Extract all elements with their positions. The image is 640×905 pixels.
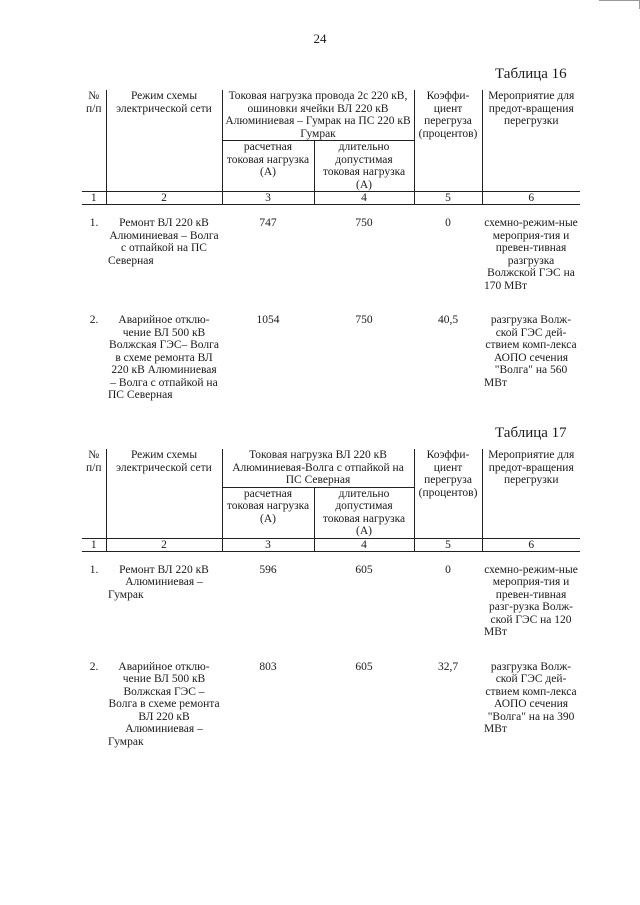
row-num: 2. [89, 314, 99, 326]
row-action: разгрузка Волж-ской ГЭС дей-ствием комп-лекса АОПО сечения "Волга" на 560 МВт [484, 314, 577, 389]
row-calc: 803 [259, 660, 277, 673]
row-coef: 32,7 [437, 660, 459, 673]
col-num-6: 6 [482, 192, 580, 205]
row-mode: Ремонт ВЛ 220 кВ Алюминиевая – Волга с отпайкой на ПС Северная [108, 217, 219, 267]
col-num-3: 3 [222, 192, 314, 205]
row-num: 1. [89, 563, 99, 576]
row-action: разгрузка Волж-ской ГЭС дей-ствием комп-лекса АОПО сечения "Волга" на на 390 МВт [484, 660, 577, 735]
table-16-column-numbers [82, 192, 580, 205]
header-action: Мероприятие для предот-вращения перегрузки [482, 90, 580, 192]
row-calc: 747 [259, 217, 277, 229]
col-num-2: 2 [106, 538, 222, 551]
header-allowed: длительно допустимая токовая нагрузка (А) [314, 141, 414, 192]
col-num-4: 4 [314, 538, 414, 551]
row-mode: Аварийное отклю-чение ВЛ 500 кВ Волжская ГЭС – Волга в схеме ремонта ВЛ 220 кВ Алюминиевая – Гумрак [108, 660, 220, 748]
header-mode: Режим схемы электрической сети [106, 90, 222, 192]
row-allowed: 750 [355, 217, 373, 229]
header-calc: расчетная токовая нагрузка (А) [222, 141, 314, 192]
header-load: Токовая нагрузка провода 2с 220 кВ, ошиновки ячейки ВЛ 220 кВ Алюминиевая – Гумрак на ПС 220 кВ Гумрак [222, 90, 414, 141]
header-num: № п/п [82, 449, 106, 538]
row-coef: 0 [445, 217, 451, 229]
col-num-1: 1 [82, 538, 106, 551]
row-action: схемно-режим-ные мероприя-тия и превен-тивная разгрузка Волжской ГЭС на 170 МВт [484, 217, 578, 292]
table-17-caption: Таблица 17 [495, 425, 567, 441]
table-row [82, 314, 580, 402]
row-coef: 40,5 [437, 314, 459, 326]
col-num-3: 3 [222, 538, 314, 551]
table-16-header-row [82, 90, 580, 141]
col-num-2: 2 [106, 192, 222, 205]
row-num: 1. [89, 217, 99, 229]
table-16-caption: Таблица 16 [495, 66, 567, 82]
row-mode: Аварийное отклю-чение ВЛ 500 кВ Волжская ГЭС– Волга в схеме ремонта ВЛ 220 кВ Алюминиевая – Волга с отпайкой на ПС Северная [108, 314, 219, 401]
header-action: Мероприятие для предот-вращения перегрузки [482, 449, 580, 538]
header-num: № п/п [82, 90, 106, 192]
header-allowed: длительно допустимая токовая нагрузка (А) [314, 487, 414, 538]
table-17-column-numbers [82, 538, 580, 551]
header-calc: расчетная токовая нагрузка (А) [222, 487, 314, 538]
col-num-1: 1 [82, 192, 106, 205]
table-row [82, 661, 580, 749]
table-17 [82, 449, 580, 748]
col-num-5: 5 [414, 538, 482, 551]
row-coef: 0 [445, 563, 451, 576]
row-calc: 596 [259, 563, 277, 576]
col-num-6: 6 [482, 538, 580, 551]
row-calc: 1054 [256, 314, 280, 326]
row-allowed: 605 [355, 660, 373, 673]
row-action: схемно-режим-ные мероприя-тия и превен-тивная разг-рузка Волж-ской ГЭС на 120 МВт [484, 563, 578, 638]
table-17-header-row [82, 449, 580, 487]
header-mode: Режим схемы электрической сети [106, 449, 222, 538]
row-allowed: 605 [355, 563, 373, 576]
table-16 [82, 90, 580, 402]
row-num: 2. [89, 660, 99, 673]
table-row [82, 217, 580, 292]
page-corner-mark [599, 0, 640, 9]
row-mode: Ремонт ВЛ 220 кВ Алюминиевая – Гумрак [108, 563, 209, 601]
page-number: 24 [313, 31, 327, 46]
header-coef: Коэффи-циент перегруза (процентов) [414, 449, 482, 538]
header-load: Токовая нагрузка ВЛ 220 кВ Алюминиевая-Волга с отпайкой на ПС Северная [222, 449, 414, 487]
col-num-4: 4 [314, 192, 414, 205]
col-num-5: 5 [414, 192, 482, 205]
header-coef: Коэффи-циент перегруза (процентов) [414, 90, 482, 192]
row-allowed: 750 [355, 314, 373, 326]
table-row [82, 564, 580, 639]
